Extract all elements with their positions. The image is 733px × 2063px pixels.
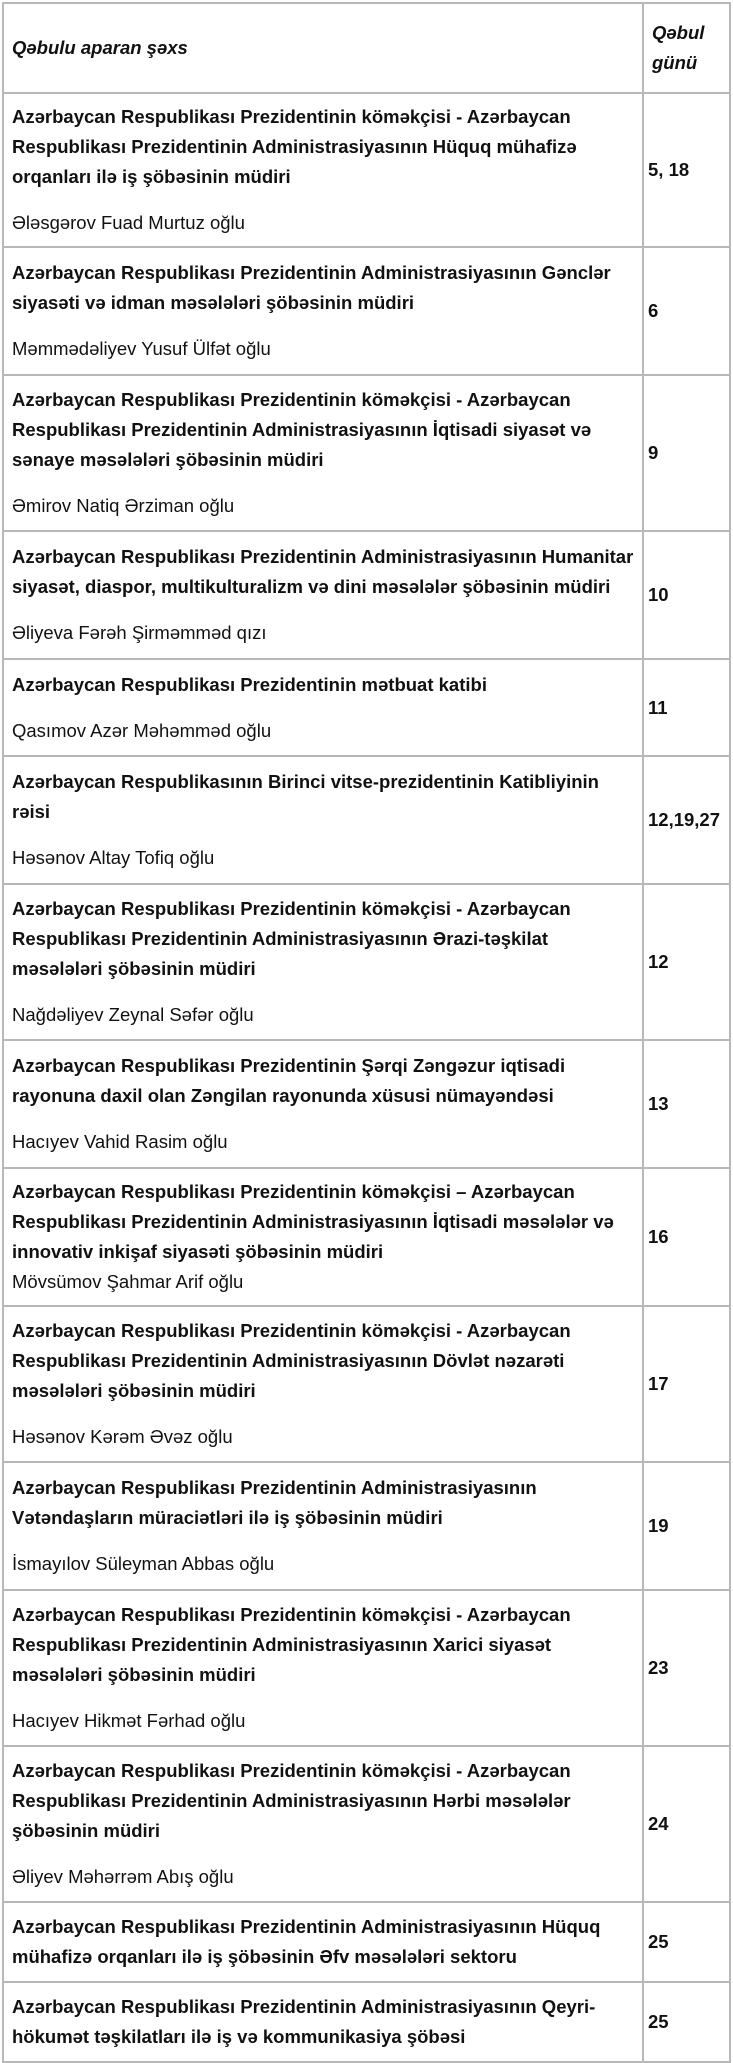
person-name: Məmmədəliyev Yusuf Ülfət oğlu — [12, 338, 271, 359]
table-row — [3, 884, 730, 1040]
person-name: Əmirov Natiq Ərziman oğlu — [12, 495, 235, 516]
table-row — [3, 1746, 730, 1902]
position-title: Azərbaycan Respublikası Prezidentinin köməkçisi - Azərbaycan Respublikası Prezidentinin Administrasiyasının Hüquq mühafizə orqanları ilə iş şöbəsinin müdiri — [12, 106, 577, 187]
person-cell — [3, 1746, 643, 1902]
reception-day: 11 — [643, 659, 730, 756]
position-title: Azərbaycan Respublikasının Birinci vitse-prezidentinin Katibliyinin rəisi — [12, 771, 599, 822]
person-cell — [3, 1040, 643, 1168]
person-name: İsmayılov Süleyman Abbas oğlu — [12, 1553, 275, 1574]
table-row — [3, 1590, 730, 1746]
table-row — [3, 247, 730, 375]
position-title: Azərbaycan Respublikası Prezidentinin köməkçisi - Azərbaycan Respublikası Prezidentinin Administrasiyasının Xarici siyasət məsələləri şöbəsinin müdiri — [12, 1604, 571, 1685]
person-name: Hacıyev Vahid Rasim oğlu — [12, 1131, 228, 1152]
header-person: Qəbulu aparan şəxs — [3, 3, 643, 93]
person-cell — [3, 884, 643, 1040]
table-row — [3, 531, 730, 659]
reception-day: 25 — [643, 1902, 730, 1982]
position-title: Azərbaycan Respublikası Prezidentinin köməkçisi – Azərbaycan Respublikası Prezidentinin Administrasiyasının İqtisadi məsələlər və innovativ inkişaf siyasəti şöbəsinin müdiri — [12, 1181, 614, 1262]
person-name: Ələsgərov Fuad Murtuz oğlu — [12, 212, 245, 233]
position-title: Azərbaycan Respublikası Prezidentinin Şərqi Zəngəzur iqtisadi rayonuna daxil olan Zəngilan rayonunda xüsusi nümayəndəsi — [12, 1055, 566, 1106]
person-name: Əliyev Məhərrəm Abış oğlu — [12, 1866, 234, 1887]
position-title: Azərbaycan Respublikası Prezidentinin Administrasiyasının Qeyri-hökumət təşkilatları ilə iş və kommunikasiya şöbəsi — [12, 1996, 596, 2047]
table-row — [3, 1462, 730, 1590]
person-cell — [3, 531, 643, 659]
position-title: Azərbaycan Respublikası Prezidentinin Administrasiyasının Hüquq mühafizə orqanları ilə iş şöbəsinin Əfv məsələləri sektoru — [12, 1916, 601, 1967]
position-title: Azərbaycan Respublikası Prezidentinin Administrasiyasının Vətəndaşların müraciətləri ilə iş şöbəsinin müdiri — [12, 1477, 537, 1528]
position-title: Azərbaycan Respublikası Prezidentinin köməkçisi - Azərbaycan Respublikası Prezidentinin Administrasiyasının Dövlət nəzarəti məsələləri şöbəsinin müdiri — [12, 1320, 571, 1401]
reception-day: 23 — [643, 1590, 730, 1746]
reception-day: 24 — [643, 1746, 730, 1902]
person-name: Həsənov Kərəm Əvəz oğlu — [12, 1426, 233, 1447]
person-name: Nağdəliyev Zeynal Səfər oğlu — [12, 1004, 254, 1025]
position-title: Azərbaycan Respublikası Prezidentinin Administrasiyasının Gənclər siyasəti və idman məsələləri şöbəsinin müdiri — [12, 262, 611, 313]
position-title: Azərbaycan Respublikası Prezidentinin köməkçisi - Azərbaycan Respublikası Prezidentinin Administrasiyasının İqtisadi siyasət və sənaye məsələləri şöbəsinin müdiri — [12, 389, 592, 470]
reception-day: 12,19,27 — [643, 756, 730, 884]
person-cell — [3, 1982, 643, 2062]
person-cell — [3, 1590, 643, 1746]
person-cell — [3, 659, 643, 756]
person-cell — [3, 756, 643, 884]
reception-schedule-table — [2, 2, 731, 2063]
person-cell — [3, 375, 643, 531]
person-cell — [3, 1462, 643, 1590]
position-title: Azərbaycan Respublikası Prezidentinin mətbuat katibi — [12, 673, 487, 695]
reception-day: 5, 18 — [643, 93, 730, 247]
table-row — [3, 659, 730, 756]
position-title: Azərbaycan Respublikası Prezidentinin köməkçisi - Azərbaycan Respublikası Prezidentinin Administrasiyasının Hərbi məsələlər şöbəsinin müdiri — [12, 1760, 571, 1841]
table-row — [3, 1040, 730, 1168]
person-name: Hacıyev Hikmət Fərhad oğlu — [12, 1710, 246, 1731]
person-cell — [3, 1168, 643, 1306]
table-row — [3, 93, 730, 247]
reception-day: 17 — [643, 1306, 730, 1462]
header-day: Qəbul günü — [643, 3, 730, 93]
reception-day: 25 — [643, 1982, 730, 2062]
table-row — [3, 375, 730, 531]
reception-day: 6 — [643, 247, 730, 375]
table-row — [3, 1168, 730, 1306]
table-row — [3, 1306, 730, 1462]
position-title: Azərbaycan Respublikası Prezidentinin köməkçisi - Azərbaycan Respublikası Prezidentinin Administrasiyasının Ərazi-təşkilat məsələləri şöbəsinin müdiri — [12, 898, 571, 979]
reception-day: 13 — [643, 1040, 730, 1168]
person-name: Həsənov Altay Tofiq oğlu — [12, 847, 215, 868]
reception-day: 9 — [643, 375, 730, 531]
reception-day: 12 — [643, 884, 730, 1040]
table-header-row — [3, 3, 730, 93]
person-name: Əliyeva Fərəh Şirməmməd qızı — [12, 622, 267, 643]
table-row — [3, 1902, 730, 1982]
table-row — [3, 1982, 730, 2062]
person-name: Qasımov Azər Məhəmməd oğlu — [12, 719, 272, 741]
reception-day: 19 — [643, 1462, 730, 1590]
table-row — [3, 756, 730, 884]
person-cell — [3, 1902, 643, 1982]
person-cell — [3, 93, 643, 247]
reception-day: 10 — [643, 531, 730, 659]
person-cell — [3, 1306, 643, 1462]
person-name: Mövsümov Şahmar Arif oğlu — [12, 1271, 244, 1292]
position-title: Azərbaycan Respublikası Prezidentinin Administrasiyasının Humanitar siyasət, diaspor, multikulturalizm və dini məsələlər şöbəsinin müdiri — [12, 546, 634, 597]
reception-day: 16 — [643, 1168, 730, 1306]
person-cell — [3, 247, 643, 375]
